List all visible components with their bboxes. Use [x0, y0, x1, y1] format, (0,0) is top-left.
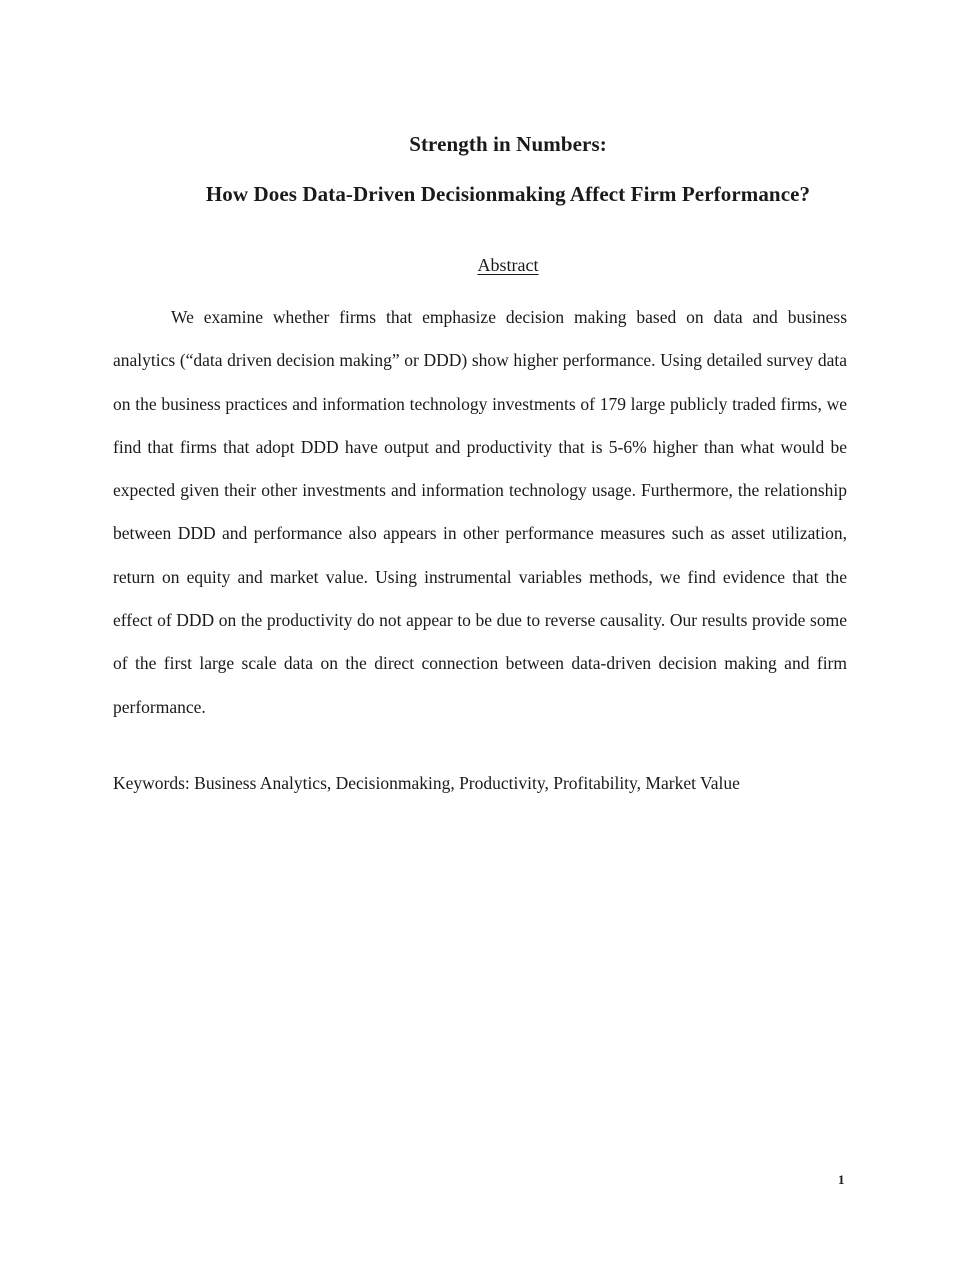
abstract-heading: Abstract: [477, 255, 539, 275]
paper-title-line-1: Strength in Numbers:: [409, 132, 607, 156]
abstract-body: We examine whether firms that emphasize decision making based on data and business analytics (“data driven decision making” or DDD) show higher performance. Using detailed survey data on the business practices and information technology investments of 179 large publicly traded firms, we find that firms that adopt DDD have output and productivity that is 5-6% higher than what would be expected given their other investments and information technology usage. Furthermore, the relationship between DDD and performance also appears in other performance measures such as asset utilization, return on equity and market value. Using instrumental variables methods, we find evidence that the effect of DDD on the productivity do not appear to be due to reverse causality. Our results provide some of the first large scale data on the direct connection between data-driven decision making and firm performance.: [113, 307, 847, 717]
keywords: Keywords: Business Analytics, Decisionmaking, Productivity, Profitability, Market Value: [113, 773, 740, 793]
page-number: 1: [838, 1172, 845, 1187]
paper-title-line-2: How Does Data-Driven Decisionmaking Affect Firm Performance?: [205, 182, 811, 206]
